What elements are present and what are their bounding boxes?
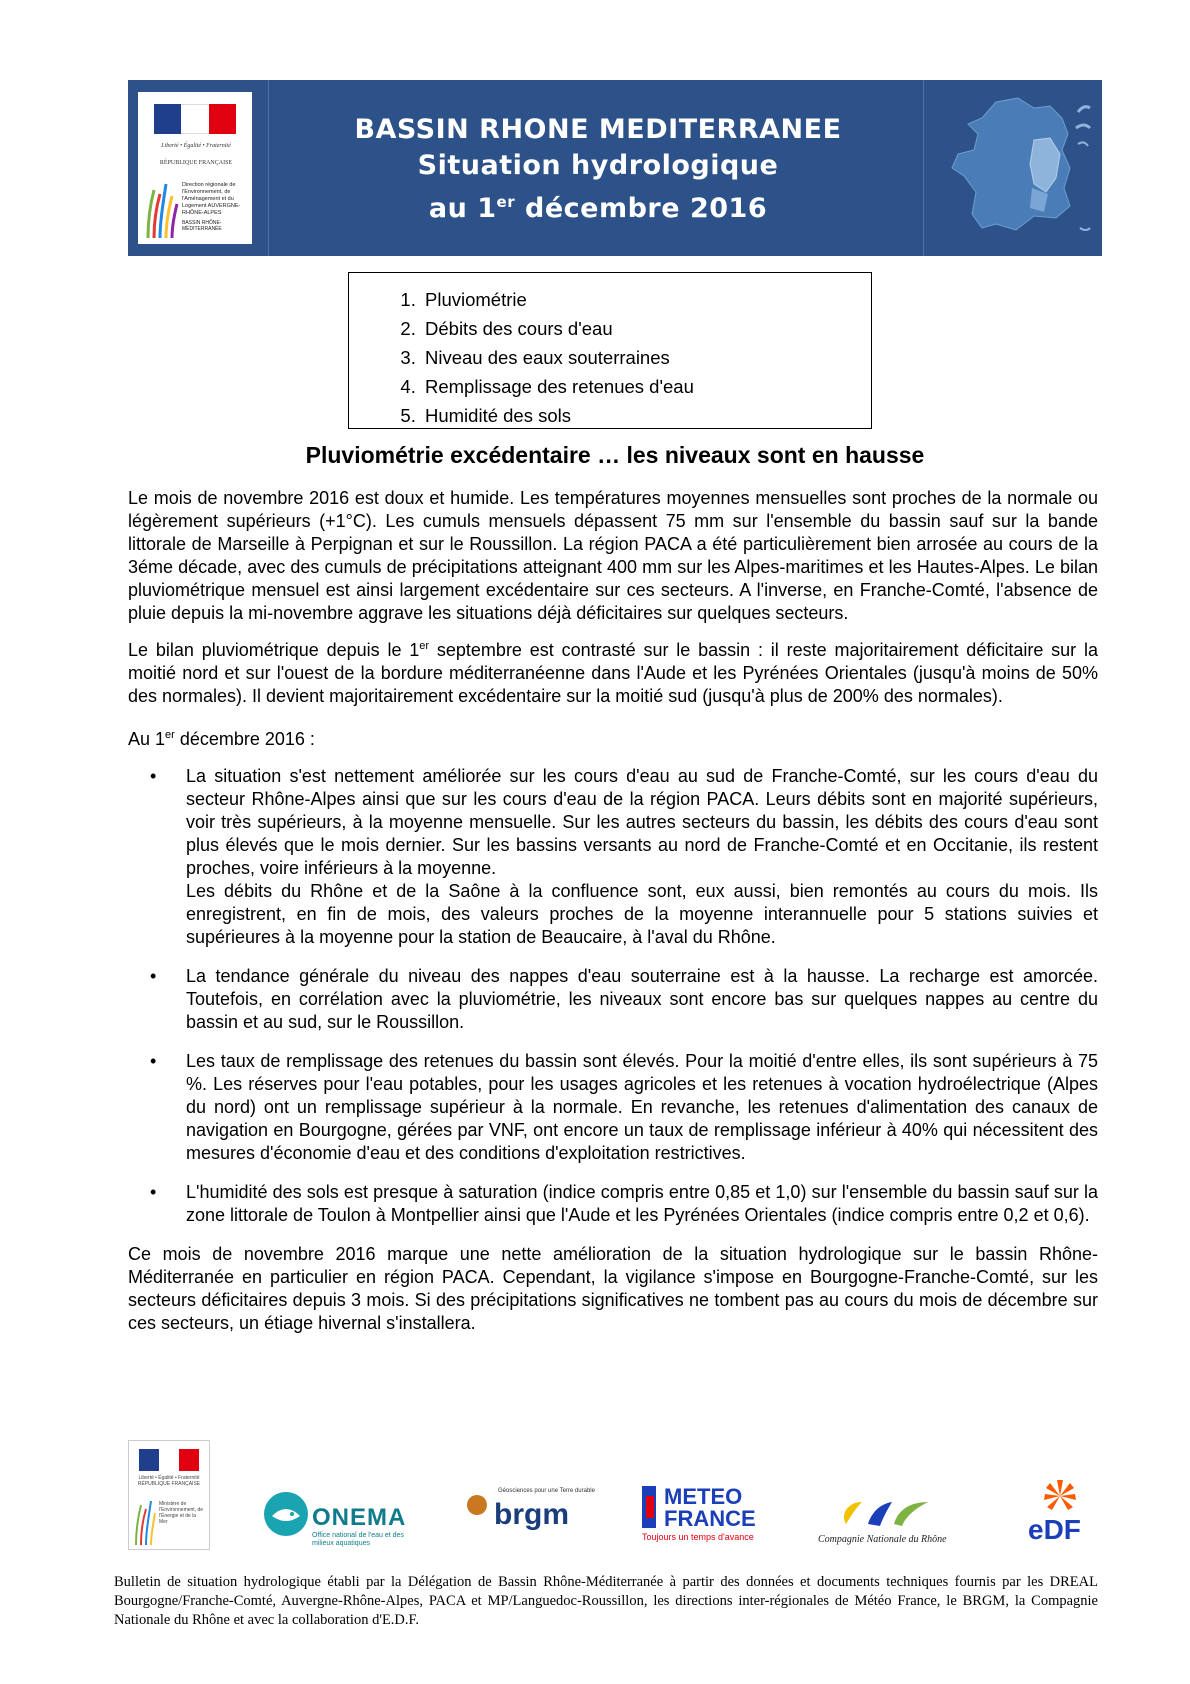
cnr-logo: Compagnie Nationale du Rhône [818,1494,978,1548]
paragraph: Le mois de novembre 2016 est doux et humide. Les températures moyennes mensuelles sont proches de la normale ou légèrement supérieurs (+1°C). Les cumuls mensuels dépassent 75 mm sur l'ensemble du bassin sauf sur la bande littorale de Marseille à Perpignan et sur le Roussillon. La région PACA a été particulièrement bien arrosée au cours de la 3éme décade, avec des cumuls de précipitations atteignant 400 mm sur les Alpes-maritimes et les Hautes-Alpes. Le bilan pluviométrique mensuel est ainsi largement excédentaire sur ces secteurs. A l'inverse, en Franche-Comté, l'absence de pluie depuis la mi-novembre aggrave les situations déjà déficitaires sur quelques secteurs. [128,488,1098,623]
onema-fish-icon [262,1490,310,1538]
banner-divider [268,80,269,256]
paragraph: Ce mois de novembre 2016 marque une nette amélioration de la situation hydrologique sur le bassin Rhône-Méditerranée en particulier en région PACA. Cependant, la vigilance s'impose en Bourgogne-Franche-Comté, sur les secteurs déficitaires depuis 3 mois. Si des précipitations significatives ne tombent pas au cours du mois de décembre sur ces secteurs, un étiage hivernal s'installera. [128,1244,1098,1333]
header-banner [128,80,1102,256]
prefet-logo: Liberté • Égalité • Fraternité RÉPUBLIQUE FRANÇAISE Ministère de l'Environnement, de l'Énergie et de la Mer [128,1440,210,1550]
title-line-1: BASSIN RHONE MEDITERRANEE [354,114,842,145]
bullet-list [128,765,1098,1227]
list-item: • La situation s'est nettement améliorée sur les cours d'eau au sud de Franche-Comté, sur les cours d'eau du secteur Rhône-Alpes ainsi que sur les cours d'eau de la région PACA. Leurs débits sont en majorité supérieurs, voir très supérieurs, à la moyenne mensuelle. Sur les autres secteurs du bassin, les débits des cours d'eau sont plus élevés que le mois dernier. Sur les bassins versants au nord de Franche-Comté et en Occitanie, ils restent proches, voire inférieurs à la moyenne. Les débits du Rhône et de la Saône à la confluence sont, eux aussi, bien remontés au cours du mois. Ils enregistrent, en fin de mois, des valeurs proches de la moyenne interannuelle pour 5 stations suivies et supérieures à la moyenne pour la station de Beaucaire, à l'aval du Rhône. [150,766,1098,947]
list-item: • La tendance générale du niveau des nappes d'eau souterraine est à la hausse. La recharge est amorcée. Toutefois, en corrélation avec la pluviométrie, les niveaux sont encore bas sur quelques nappes au centre du bassin et au sud, sur le Roussillon. [150,966,1098,1032]
bullet-icon: • [150,1051,157,1071]
section-heading: Pluviométrie excédentaire … les niveaux sont en hausse [305,442,925,468]
republique-francaise-text: RÉPUBLIQUE FRANÇAISE [159,160,233,166]
body-text [128,487,1098,1349]
toc-item: 3. Niveau des eaux souterraines [421,343,871,372]
meteo-france-logo: METEO FRANCE Toujours un temps d'avance [642,1484,756,1542]
bullet-icon: • [150,1182,157,1202]
footer-note: Bulletin de situation hydrologique établi par la Délégation de Bassin Rhône-Méditerranée à partir des données et documents techniques fournis par les DREAL Bourgogne/Franche-Comté, Auvergne-Rhône-Alpes, PACA et MP/Languedoc-Roussillon, les directions inter-régionales de Météo France, le BRGM, la Compagnie Nationale du Rhône et avec la collaboration d'E.D.F. [114,1574,1098,1628]
prefet-dreal-logo [138,92,252,244]
partner-logos [128,1440,1102,1550]
toc-item: 1. Pluviométrie [421,285,871,314]
title-line-3: au 1er décembre 2016 [428,193,768,224]
brgm-logo: Géosciences pour une Terre durable brgm [466,1488,586,1544]
france-map-icon [938,88,1098,248]
paragraph: Le bilan pluviométrique depuis le 1er septembre est contrasté sur le bassin : il reste majoritairement déficitaire sur la moitié nord et sur l'ouest de la bordure méditerranéenne dans l'Aude et les Pyrénées Orientales (jusqu'à moins de 50% des normales). Il devient majoritairement excédentaire sur la moitié sud (jusqu'à plus de 200% des normales). [128,640,1099,706]
toc-item: 2. Débits des cours d'eau [421,314,871,343]
dreal-bassin-text: BASSIN RHÔNE-MÉDITERRANÉE [182,220,222,232]
bullet-icon: • [150,766,157,786]
marianne-motto: Liberté • Égalité • Fraternité [161,143,231,149]
list-item: • L'humidité des sols est presque à saturation (indice compris entre 0,85 et 1,0) sur l'ensemble du bassin sauf sur la zone littorale de Toulon à Montpellier ainsi que l'Aude et les Pyrénées Orientales (indice compris entre 0,2 et 0,6). [150,1182,1098,1225]
marianne-flag-icon [154,104,236,134]
dreal-text: Direction régionale de l'Environnement, de l'Aménagement et du Logement AUVERGNE-RHÔNE-ALPES [182,182,241,216]
brgm-dot-icon [466,1494,488,1516]
banner-divider [923,80,924,256]
table-of-contents [348,272,872,429]
dreal-stripes-icon [144,180,180,238]
onema-logo: ONEMA Office national de l'eau et des milieux aquatiques [262,1490,422,1546]
edf-sun-icon [1032,1476,1088,1516]
list-item: • Les taux de remplissage des retenues du bassin sont élevés. Pour la moitié d'entre elles, ils sont supérieurs à 75 %. Les réserves pour l'eau potables, pour les usages agricoles et les retenues à vocation hydroélectrique (Alpes du nord) ont un remplissage supérieur à la normale. En revanche, les retenues d'alimentation des canaux de navigation en Bourgogne, gérées par VNF, ont encore un taux de remplissage inférieur à 40% qui nécessitent des mesures d'économie d'eau et des conditions d'exploitation restrictives. [150,1051,1098,1163]
toc-item: 5. Humidité des sols [421,401,871,430]
bullet-icon: • [150,966,157,986]
page-title [278,112,918,227]
title-line-2: Situation hydrologique [417,150,779,181]
paragraph: Au 1er décembre 2016 : [128,729,315,749]
edf-logo: eDF [1024,1476,1100,1546]
toc-item: 4. Remplissage des retenues d'eau [421,372,871,401]
stripes-icon [133,1497,157,1545]
cnr-swoosh-icon [836,1494,946,1530]
